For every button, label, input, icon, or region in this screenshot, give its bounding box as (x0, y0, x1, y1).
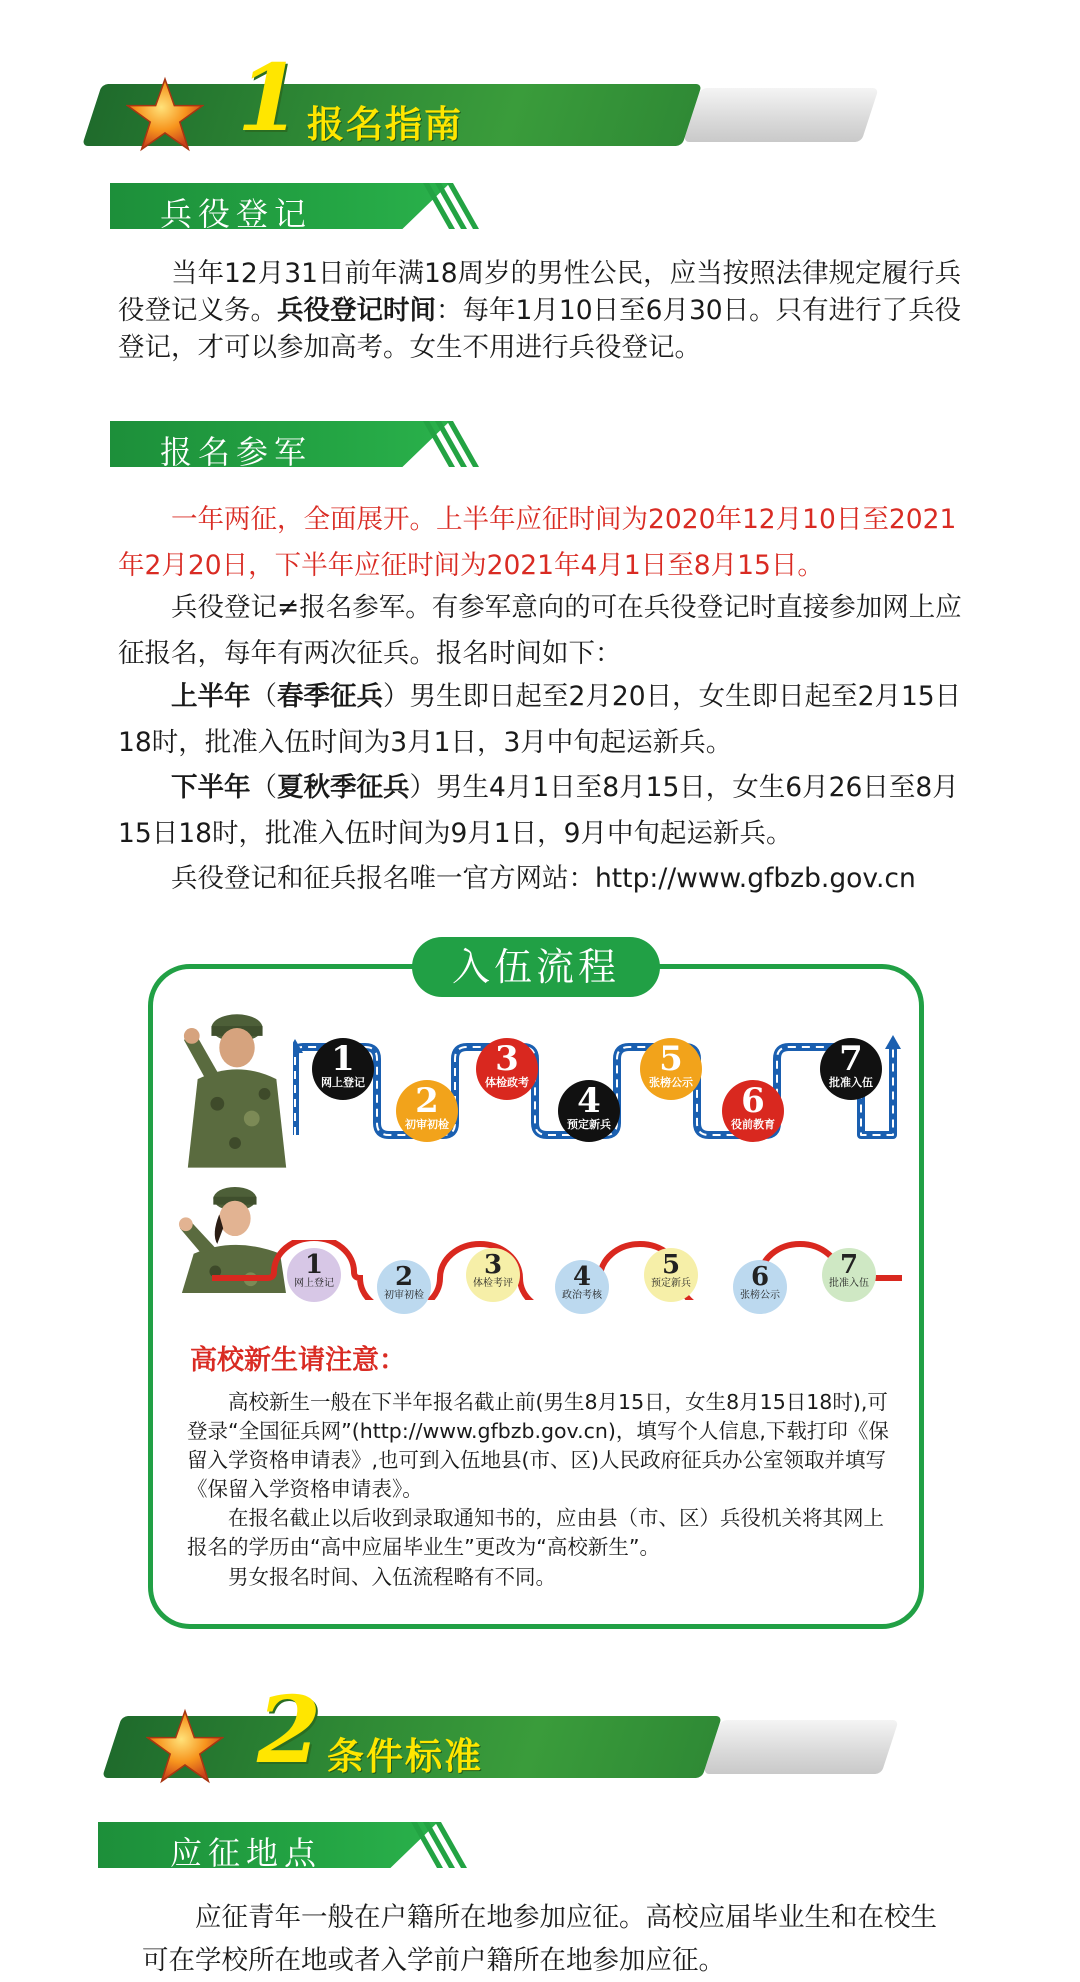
step-number: 1 (304, 1250, 324, 1280)
step-label: 批准入伍 (829, 1278, 869, 1289)
text-segment: 男生4月1日至8月15日，女生6月26日至8月15日18时，批准入伍时间为9月1日，9月中旬起运新兵。 (118, 772, 959, 849)
official-website-line: 兵役登记和征兵报名唯一官方网站：http://www.gfbzb.gov.cn (171, 863, 916, 894)
section-2-banner (112, 1676, 882, 1784)
bold-text: 春季征兵 (277, 681, 383, 712)
male-step-7 (820, 1038, 882, 1100)
banner-tail (703, 1720, 899, 1774)
zhengbing-time-paragraph: 一年两征，全面展开。上半年应征时间为2020年12月10日至2021年2月20日，下半年应征时间为2021年4月1日至8月15日。 (118, 504, 957, 581)
female-step-1 (287, 1248, 341, 1302)
bold-text: 上半年 (171, 681, 251, 712)
yingzheng-didian-paragraph: 应征青年一般在户籍所在地参加应征。高校应届毕业生和在校生可在学校所在地或者入学前户籍所在地参加应征。 (142, 1902, 937, 1976)
text-segment: （ (250, 772, 277, 803)
female-step-7 (822, 1248, 876, 1302)
step-number: 5 (661, 1250, 681, 1280)
step-number: 4 (572, 1262, 592, 1292)
step-number: 2 (394, 1262, 414, 1292)
step-label: 网上登记 (321, 1076, 365, 1089)
step-label: 张榜公示 (740, 1290, 780, 1301)
section-number: 1 (237, 44, 302, 152)
step-label: 体检考评 (473, 1278, 513, 1289)
male-step-5 (640, 1038, 702, 1100)
text-segment: ） (409, 772, 436, 803)
female-step-3 (466, 1248, 520, 1302)
male-step-6 (722, 1080, 784, 1142)
step-label: 政治考核 (562, 1290, 602, 1301)
step-number: 3 (495, 1039, 519, 1079)
notice-paragraph-3: 男女报名时间、入伍流程略有不同。 (228, 1565, 556, 1589)
step-label: 初审初检 (405, 1118, 449, 1131)
step-number: 7 (839, 1250, 859, 1280)
male-step-4 (558, 1080, 620, 1142)
step-label: 初审初检 (384, 1290, 424, 1301)
step-number: 6 (750, 1262, 770, 1292)
bold-text: 兵役登记时间 (277, 295, 436, 326)
stripes-decoration (415, 421, 485, 467)
step-number: 4 (577, 1081, 601, 1121)
step-label: 预定新兵 (567, 1118, 611, 1131)
text-segment: （ (250, 681, 277, 712)
text-segment: ：每年1月10日至6月30日。只有进行了兵役登记，才可以参加高考。女生不用进行兵役登记。 (118, 295, 962, 363)
female-step-6 (733, 1260, 787, 1314)
step-number: 3 (483, 1250, 503, 1280)
step-label: 体检政考 (485, 1076, 529, 1089)
step-label: 张榜公示 (649, 1076, 693, 1089)
step-label: 预定新兵 (651, 1278, 691, 1289)
text-segment: ） (383, 681, 410, 712)
step-number: 6 (741, 1081, 765, 1121)
male-step-1 (312, 1038, 374, 1100)
female-step-2 (377, 1260, 431, 1314)
notice-paragraph-2: 在报名截止以后收到录取通知书的，应由县（市、区）兵役机关将其网上报名的学历由“高中应届毕业生”更改为“高校新生”。 (187, 1506, 884, 1559)
stripes-decoration (415, 183, 485, 229)
subhead-label: 应征地点 (170, 1834, 323, 1872)
registration-vs-enlist-paragraph: 兵役登记≠报名参军。有参军意向的可在兵役登记时直接参加网上应征报名，每年有两次征兵。报名时间如下： (118, 592, 962, 669)
section-title: 报名指南 (307, 103, 463, 146)
step-label: 网上登记 (294, 1278, 334, 1289)
text-segment: 当年12月31日前年满18周岁的男性公民，应当按照法律规定履行兵役登记义务。 (118, 258, 962, 326)
star-icon (126, 76, 204, 154)
step-number: 7 (839, 1039, 863, 1079)
female-step-5 (644, 1248, 698, 1302)
section-number: 2 (257, 1676, 322, 1784)
subhead-label: 报名参军 (160, 433, 313, 471)
step-label: 役前教育 (731, 1118, 775, 1131)
flow-title: 入伍流程 (412, 937, 660, 997)
text-segment: 男生即日起至2月20日，女生即日起至2月15日18时，批准入伍时间为3月1日，3月中旬起运新兵。 (118, 681, 962, 758)
male-step-3 (476, 1038, 538, 1100)
notice-paragraph-1: 高校新生一般在下半年报名截止前(男生8月15日，女生8月15日18时),可登录“全国征兵网”(http://www.gfbzb.gov.cn)，填写个人信息,下载打印《保留入学资格申请表》,也可到入伍地县(市、区)人民政府征兵办公室领取并填写《保留入学资格申请表》。 (187, 1390, 889, 1501)
bingyi-dengji-paragraph (118, 255, 970, 366)
autumn-recruit-paragraph (118, 765, 970, 857)
section-title: 条件标准 (327, 1735, 483, 1778)
bold-text: 夏秋季征兵 (277, 772, 410, 803)
male-step-2 (396, 1080, 458, 1142)
step-number: 1 (331, 1039, 355, 1079)
star-icon (146, 1708, 224, 1786)
banner-tail (683, 88, 879, 142)
subhead-label: 兵役登记 (160, 195, 313, 233)
step-number: 2 (415, 1081, 439, 1121)
stripes-decoration (403, 1822, 473, 1868)
subhead-bingyi-dengji (110, 183, 480, 233)
subhead-baoming-canjun (110, 421, 480, 471)
bold-text: 下半年 (171, 772, 251, 803)
section-1-banner (92, 44, 862, 152)
female-step-4 (555, 1260, 609, 1314)
step-number: 5 (659, 1039, 683, 1079)
step-label: 批准入伍 (829, 1076, 873, 1089)
subhead-yingzheng-didian (98, 1822, 468, 1872)
spring-recruit-paragraph (118, 674, 970, 766)
notice-heading: 高校新生请注意： (190, 1345, 406, 1376)
male-soldier-illustration (178, 1010, 296, 1168)
